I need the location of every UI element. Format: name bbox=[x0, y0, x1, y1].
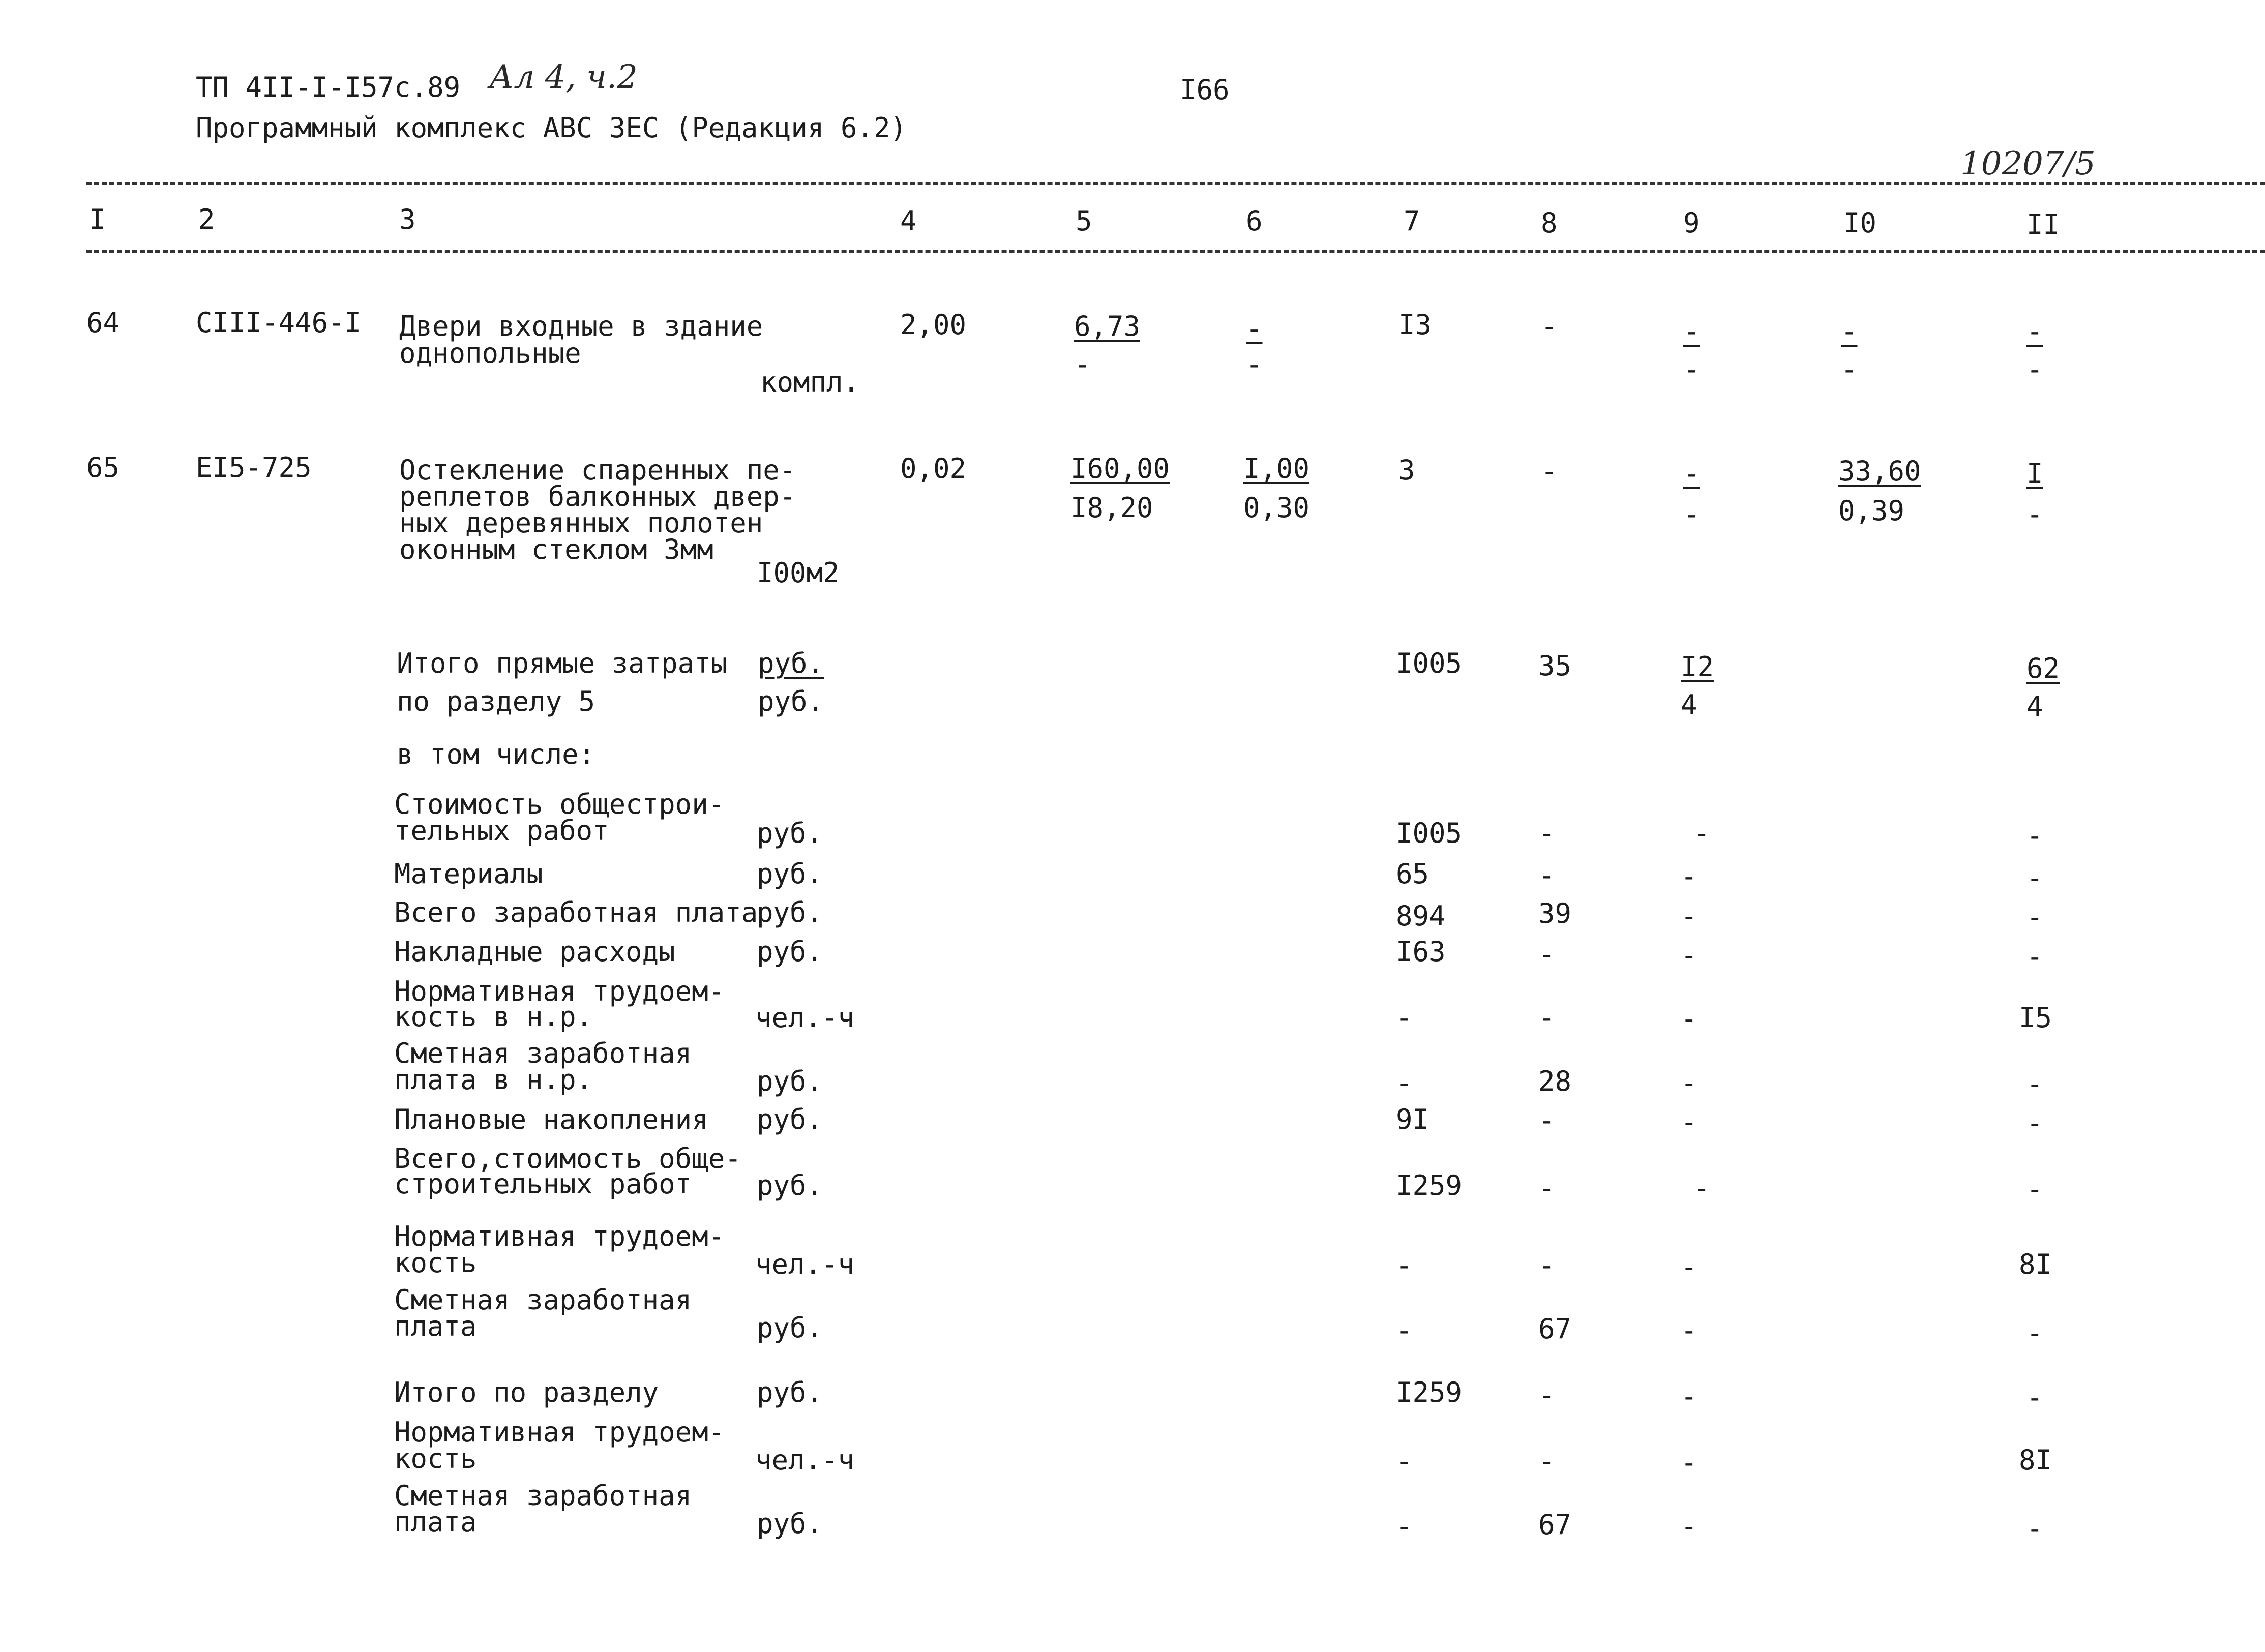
col10-top: - bbox=[1841, 315, 1858, 347]
col5-top: 6,73 bbox=[1074, 310, 1141, 342]
row-code: СIII-446-I bbox=[196, 307, 362, 339]
row-description-line: реплетов балконных двер- bbox=[399, 480, 796, 513]
summary-col7: I005 bbox=[1396, 817, 1463, 849]
summary-col7: I259 bbox=[1396, 1376, 1463, 1408]
summary-col7: - bbox=[1396, 1067, 1413, 1099]
summary-col8: - bbox=[1538, 1172, 1555, 1204]
summary-col9: - bbox=[1681, 1380, 1697, 1413]
row-unit: I00м2 bbox=[757, 557, 840, 589]
summary-col9: - bbox=[1681, 1067, 1697, 1099]
row-quantity: 2,00 bbox=[900, 309, 967, 341]
row-description-line: оконным стеклом 3мм bbox=[399, 533, 713, 565]
summary-col7: 894 bbox=[1396, 900, 1446, 932]
col-header-5: 5 bbox=[1076, 205, 1092, 237]
summary-col8: - bbox=[1538, 817, 1555, 849]
summary-label: Накладные расходы bbox=[394, 936, 675, 968]
col6-bottom: 0,30 bbox=[1243, 492, 1310, 524]
total-label-line: Итого прямые затраты bbox=[397, 647, 728, 679]
col10-top: 33,60 bbox=[1838, 455, 1921, 487]
summary-col9: - bbox=[1681, 1510, 1697, 1542]
summary-label: Нормативная трудоем- bbox=[394, 1416, 725, 1448]
summary-col11: - bbox=[2026, 1173, 2043, 1205]
summary-col11: - bbox=[2026, 1513, 2043, 1545]
summary-col11: 8I bbox=[2019, 1248, 2052, 1280]
summary-col7: - bbox=[1396, 1002, 1413, 1034]
handwritten-sheet-number: 10207/5 bbox=[1960, 145, 2096, 183]
col8-value: - bbox=[1541, 310, 1558, 342]
summary-col11: - bbox=[2026, 1381, 2043, 1414]
summary-label: кость bbox=[394, 1443, 477, 1475]
col10-bottom: - bbox=[1841, 353, 1858, 385]
row-description-line: Двери входные в здание bbox=[399, 310, 763, 342]
handwritten-ref: Ал 4, ч.2 bbox=[489, 58, 638, 96]
col5-bottom: I8,20 bbox=[1070, 492, 1153, 524]
summary-col7: - bbox=[1396, 1510, 1413, 1542]
col9-bottom: - bbox=[1683, 498, 1700, 530]
col-header-7: 7 bbox=[1404, 205, 1420, 237]
summary-col7: - bbox=[1396, 1249, 1413, 1281]
summary-label: Материалы bbox=[394, 858, 543, 890]
summary-label: кость bbox=[394, 1247, 477, 1279]
col-header-10: I0 bbox=[1843, 207, 1877, 239]
summary-unit: руб. bbox=[757, 1169, 823, 1202]
summary-label: Сметная заработная bbox=[394, 1284, 692, 1316]
summary-label: кость в н.р. bbox=[394, 1001, 593, 1033]
summary-unit: руб. bbox=[757, 1312, 823, 1344]
col9-top: - bbox=[1683, 315, 1700, 347]
summary-unit: чел.-ч bbox=[755, 1002, 855, 1034]
summary-col9: - bbox=[1681, 1106, 1697, 1138]
summary-label: Нормативная трудоем- bbox=[394, 975, 725, 1007]
col11-bottom: - bbox=[2026, 353, 2043, 385]
summary-col8: - bbox=[1538, 938, 1555, 970]
col9-top: - bbox=[1683, 458, 1700, 490]
summary-label: Сметная заработная bbox=[394, 1037, 692, 1069]
col-header-11: II bbox=[2026, 208, 2060, 241]
total-unit: руб. bbox=[758, 685, 824, 717]
col5-bottom: - bbox=[1074, 348, 1091, 380]
total-col9-bottom: 4 bbox=[1681, 689, 1697, 721]
col-header-4: 4 bbox=[900, 205, 917, 237]
summary-label: Сметная заработная bbox=[394, 1480, 692, 1512]
row-description-line: Остекление спаренных пе- bbox=[399, 454, 796, 486]
summary-col11: - bbox=[2026, 862, 2043, 894]
summary-label: Всего заработная плата bbox=[394, 896, 758, 928]
summary-col9: - bbox=[1681, 1447, 1697, 1479]
summary-col8: - bbox=[1538, 1379, 1555, 1411]
summary-label: плата в н.р. bbox=[394, 1064, 593, 1096]
summary-col11: I5 bbox=[2019, 1002, 2052, 1034]
summary-col11: - bbox=[2026, 1068, 2043, 1100]
col-header-1: I bbox=[89, 203, 106, 235]
summary-col9: - bbox=[1693, 817, 1710, 849]
summary-label: Всего,стоимость обще- bbox=[394, 1143, 741, 1175]
summary-unit: руб. bbox=[757, 936, 823, 968]
summary-col11: - bbox=[2026, 941, 2043, 973]
program-name: Программный комплекс АВС ЗЕС (Редакция 6.2) bbox=[196, 112, 907, 144]
col6-top: - bbox=[1246, 313, 1263, 345]
col6-bottom: - bbox=[1246, 348, 1263, 380]
col-header-6: 6 bbox=[1246, 205, 1263, 237]
summary-col9: - bbox=[1681, 1003, 1697, 1035]
row-quantity: 0,02 bbox=[900, 453, 967, 485]
col-header-2: 2 bbox=[198, 203, 215, 235]
summary-col9: - bbox=[1681, 900, 1697, 932]
header-bottom-rule bbox=[86, 250, 2265, 253]
summary-unit: руб. bbox=[757, 896, 823, 928]
total-col7: I005 bbox=[1396, 647, 1463, 679]
summary-unit: чел.-ч bbox=[755, 1248, 855, 1280]
summary-col7: I63 bbox=[1396, 936, 1446, 968]
total-col11-bottom: 4 bbox=[2026, 690, 2043, 723]
summary-col7: - bbox=[1396, 1314, 1413, 1346]
total-col11-top: 62 bbox=[2026, 652, 2060, 684]
col9-bottom: - bbox=[1683, 353, 1700, 385]
row-description-line: однопольные bbox=[399, 337, 581, 369]
col11-bottom: - bbox=[2026, 498, 2043, 530]
summary-col11: - bbox=[2026, 1107, 2043, 1139]
total-unit: руб. bbox=[758, 647, 824, 679]
summary-col9: - bbox=[1681, 860, 1697, 892]
summary-label: тельных работ bbox=[394, 815, 609, 847]
including-label: в том числе: bbox=[397, 738, 595, 770]
summary-col11: - bbox=[2026, 1317, 2043, 1349]
col-header-8: 8 bbox=[1541, 207, 1558, 239]
summary-unit: чел.-ч bbox=[755, 1444, 855, 1476]
total-label-line: по разделу 5 bbox=[397, 685, 595, 717]
total-col8: 35 bbox=[1538, 650, 1572, 682]
summary-col7: I259 bbox=[1396, 1169, 1463, 1202]
col5-top: I60,00 bbox=[1070, 453, 1170, 485]
summary-col7: 65 bbox=[1396, 858, 1429, 890]
summary-label: Нормативная трудоем- bbox=[394, 1220, 725, 1252]
summary-label: плата bbox=[394, 1506, 477, 1538]
summary-col8: - bbox=[1538, 1104, 1555, 1136]
summary-col9: - bbox=[1681, 1314, 1697, 1346]
summary-col11: 8I bbox=[2019, 1444, 2052, 1476]
summary-unit: руб. bbox=[757, 1065, 823, 1097]
summary-col8: 67 bbox=[1538, 1509, 1572, 1541]
col11-top: - bbox=[2026, 315, 2043, 347]
row-number: 65 bbox=[86, 452, 120, 484]
total-col9-top: I2 bbox=[1681, 651, 1714, 683]
row-description-line: ных деревянных полотен bbox=[399, 507, 763, 539]
row-code: ЕI5-725 bbox=[196, 452, 312, 484]
summary-col9: - bbox=[1681, 939, 1697, 971]
summary-unit: руб. bbox=[757, 1103, 823, 1135]
summary-col8: - bbox=[1538, 1445, 1555, 1477]
summary-label: строительных работ bbox=[394, 1168, 692, 1200]
page-number: I66 bbox=[1180, 74, 1230, 106]
summary-unit: руб. bbox=[757, 858, 823, 890]
col11-top: I bbox=[2026, 458, 2043, 490]
col6-top: I,00 bbox=[1243, 453, 1310, 485]
summary-unit: руб. bbox=[757, 1508, 823, 1540]
summary-unit: руб. bbox=[757, 1376, 823, 1408]
summary-col9: - bbox=[1681, 1251, 1697, 1283]
header-top-rule bbox=[86, 182, 2265, 185]
summary-col8: - bbox=[1538, 859, 1555, 891]
summary-col8: 67 bbox=[1538, 1313, 1572, 1345]
summary-col7: 9I bbox=[1396, 1103, 1429, 1135]
summary-label: плата bbox=[394, 1310, 477, 1342]
col7-value: I3 bbox=[1398, 309, 1432, 341]
summary-col11: - bbox=[2026, 901, 2043, 933]
col10-bottom: 0,39 bbox=[1838, 495, 1905, 527]
summary-col8: 28 bbox=[1538, 1065, 1572, 1097]
row-unit: компл. bbox=[760, 366, 860, 398]
summary-unit: руб. bbox=[757, 817, 823, 849]
summary-label: Итого по разделу bbox=[394, 1376, 659, 1408]
col-header-9: 9 bbox=[1683, 207, 1700, 239]
summary-col11: - bbox=[2026, 820, 2043, 852]
col8-value: - bbox=[1541, 455, 1558, 487]
col-header-3: 3 bbox=[399, 203, 416, 235]
col7-value: 3 bbox=[1398, 454, 1415, 486]
summary-label: Плановые накопления bbox=[394, 1103, 708, 1135]
summary-col9: - bbox=[1693, 1172, 1710, 1204]
summary-col8: - bbox=[1538, 1002, 1555, 1034]
summary-label: Стоимость общестрои- bbox=[394, 788, 725, 820]
doc-code: ТП 4II-I-I57с.89 bbox=[196, 71, 461, 103]
summary-col8: - bbox=[1538, 1249, 1555, 1281]
summary-col8: 39 bbox=[1538, 897, 1572, 929]
summary-col7: - bbox=[1396, 1445, 1413, 1477]
row-number: 64 bbox=[86, 307, 120, 339]
